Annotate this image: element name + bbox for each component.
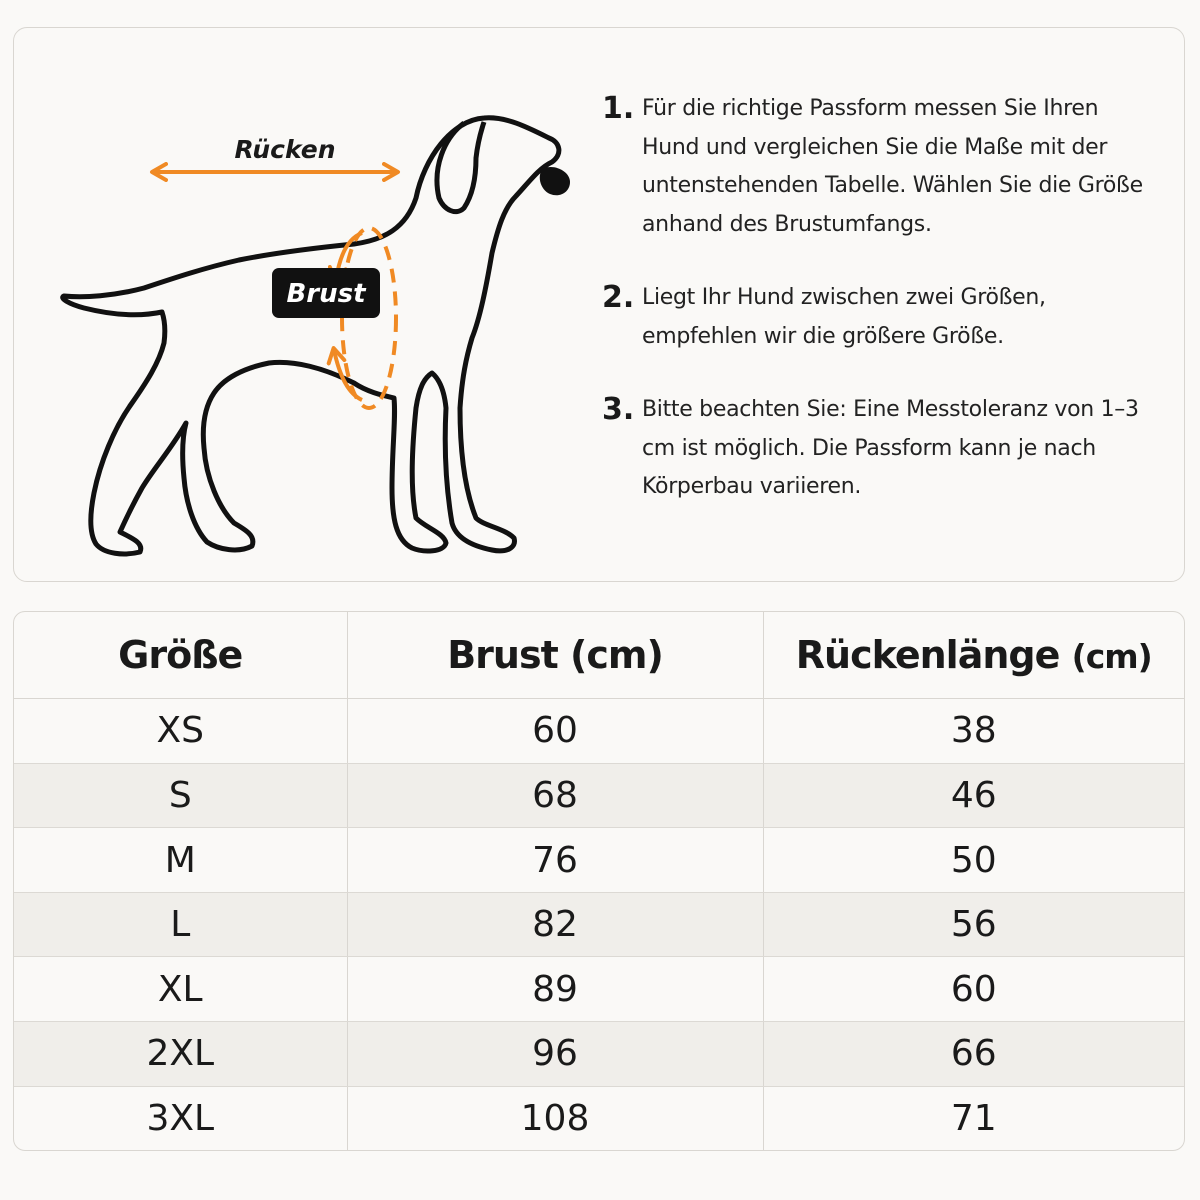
cell-size: XS [14, 699, 347, 764]
cell-chest: 108 [347, 1086, 763, 1150]
dog-nose-icon [540, 167, 570, 195]
cell-back: 56 [763, 892, 1184, 957]
header-back-length [763, 612, 1184, 699]
step-number: 2. [602, 280, 635, 315]
header-size: Größe [14, 612, 347, 699]
cell-chest: 60 [347, 699, 763, 764]
table-row [14, 957, 1184, 1022]
table-row [14, 1022, 1184, 1087]
cell-back: 71 [763, 1086, 1184, 1150]
instruction-step [602, 90, 1162, 244]
cell-back: 50 [763, 828, 1184, 893]
header-back-name: Rückenlänge [795, 633, 1060, 677]
cell-back: 66 [763, 1022, 1184, 1087]
cell-size: 3XL [146, 1097, 215, 1139]
cell-back: 38 [763, 699, 1184, 764]
table-row [14, 699, 1184, 764]
cell-size: L [14, 892, 347, 957]
instruction-step [602, 279, 1162, 356]
step-text: Bitte beachten Sie: Eine Messtoleranz von 1–3 cm ist möglich. Die Passform kann je nach Körperbau variieren. [642, 397, 1139, 499]
cell-chest: 82 [347, 892, 763, 957]
cell-back: 46 [763, 763, 1184, 828]
measurement-info-card [13, 27, 1185, 582]
back-label: Rücken [234, 135, 336, 164]
instruction-step [602, 391, 1162, 507]
dog-measurement-illustration [14, 28, 614, 583]
table-row [14, 763, 1184, 828]
table-row [14, 892, 1184, 957]
table-row [14, 1086, 1184, 1150]
cell-size: S [14, 763, 347, 828]
step-text: Liegt Ihr Hund zwischen zwei Größen, empfehlen wir die größere Größe. [642, 285, 1046, 349]
cell-size: M [14, 828, 347, 893]
dog-ear-icon [437, 122, 484, 212]
cell-chest: 68 [347, 763, 763, 828]
step-number: 3. [602, 392, 635, 427]
size-table [14, 612, 1184, 1150]
cell-back: 60 [763, 957, 1184, 1022]
cell-size: XL [14, 957, 347, 1022]
table-header-row [14, 612, 1184, 699]
table-row [14, 828, 1184, 893]
header-back-unit: (cm) [1071, 637, 1152, 676]
step-text: Für die richtige Passform messen Sie Ihren Hund und vergleichen Sie die Maße mit der untenstehenden Tabelle. Wählen Sie die Größe anhand des Brustumfangs. [642, 96, 1143, 237]
header-chest: Brust (cm) [347, 612, 763, 699]
cell-chest: 76 [347, 828, 763, 893]
dog-silhouette-icon [63, 118, 559, 554]
chest-label: Brust [286, 279, 366, 309]
step-number: 1. [602, 91, 635, 126]
cell-chest: 89 [347, 957, 763, 1022]
cell-chest: 96 [347, 1022, 763, 1087]
instructions-list [602, 90, 1162, 542]
size-table-card [13, 611, 1185, 1151]
cell-size: 2XL [14, 1022, 347, 1087]
